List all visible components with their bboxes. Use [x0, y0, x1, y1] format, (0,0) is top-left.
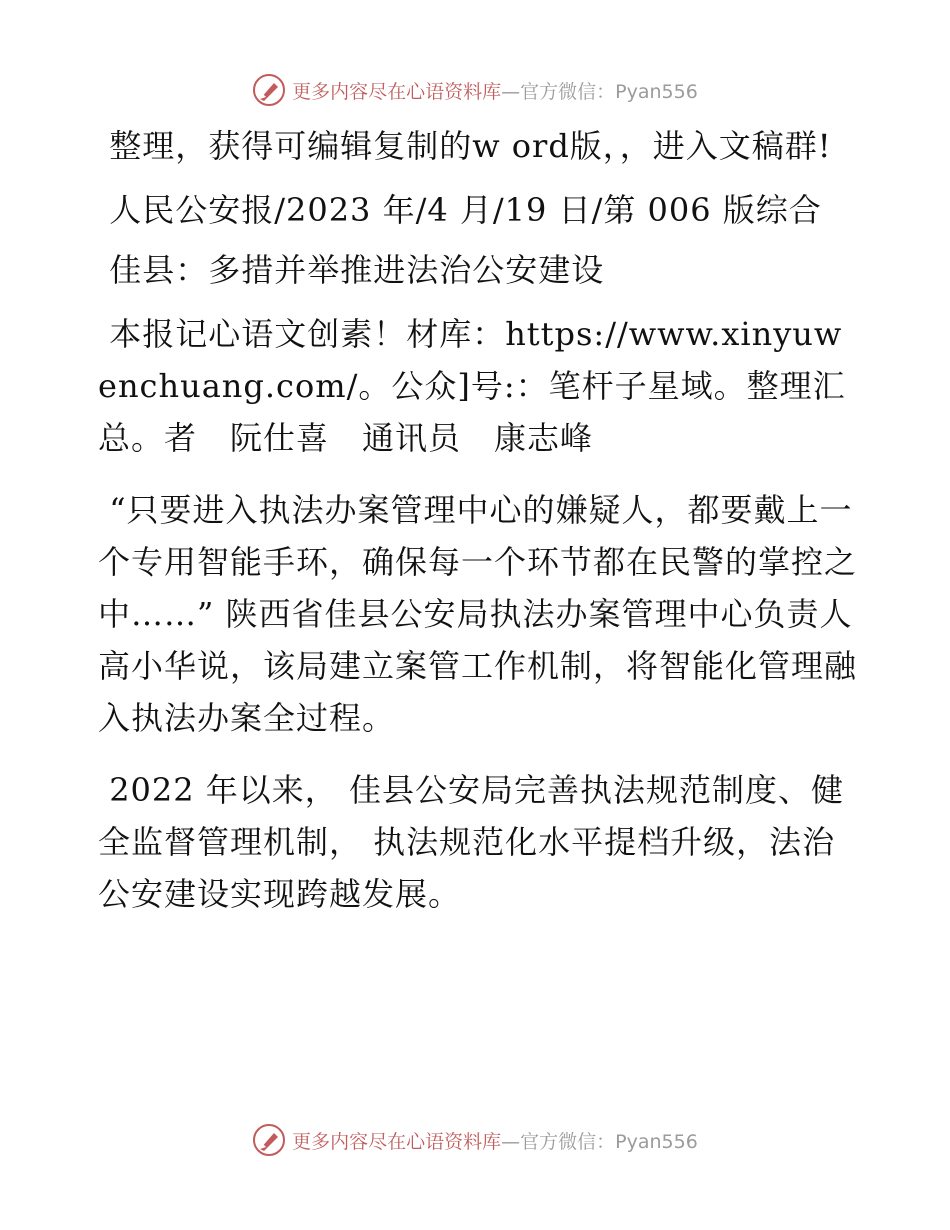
pen-logo-icon	[252, 1123, 286, 1157]
header-wechat-text: —官方微信：Pyan556	[501, 80, 698, 103]
intro-paragraph: 整理，获得可编辑复制的w ord版，，进入文稿群!	[109, 127, 832, 165]
source-line: 人民公安报/2023 年/4 月/19 日/第 006 版综合	[109, 191, 822, 229]
paragraph-2: 2022 年以来， 佳县公安局完善执法规范制度、健全监督管理机制， 执法规范化水平提档升级，法治公安建设实现跨越发展。	[98, 771, 844, 913]
header-site-text: 更多内容尽在心语资料库	[292, 80, 502, 103]
document-body	[98, 120, 858, 940]
footer-wechat-text: —官方微信：Pyan556	[501, 1130, 698, 1153]
header-banner	[0, 70, 950, 110]
byline: 本报记心语文创素！材库：https://www.xinyuwenchuang.com/。公众]号:：笔杆子星域。整理汇总。者 阮仕喜 通讯员 康志峰	[98, 315, 846, 457]
footer-site-text: 更多内容尽在心语资料库	[292, 1130, 502, 1153]
paragraph-1: “只要进入执法办案管理中心的嫌疑人，都要戴上一个专用智能手环，确保每一个环节都在民警的掌控之中……” 陕西省佳县公安局执法办案管理中心负责人高小华说，该局建立案管工作机制，将智能化管理融入执法办案全过程。	[98, 491, 858, 737]
pen-logo-icon	[252, 73, 286, 107]
footer-banner	[0, 1120, 950, 1160]
headline: 佳县：多措并举推进法治公安建设	[109, 251, 605, 289]
